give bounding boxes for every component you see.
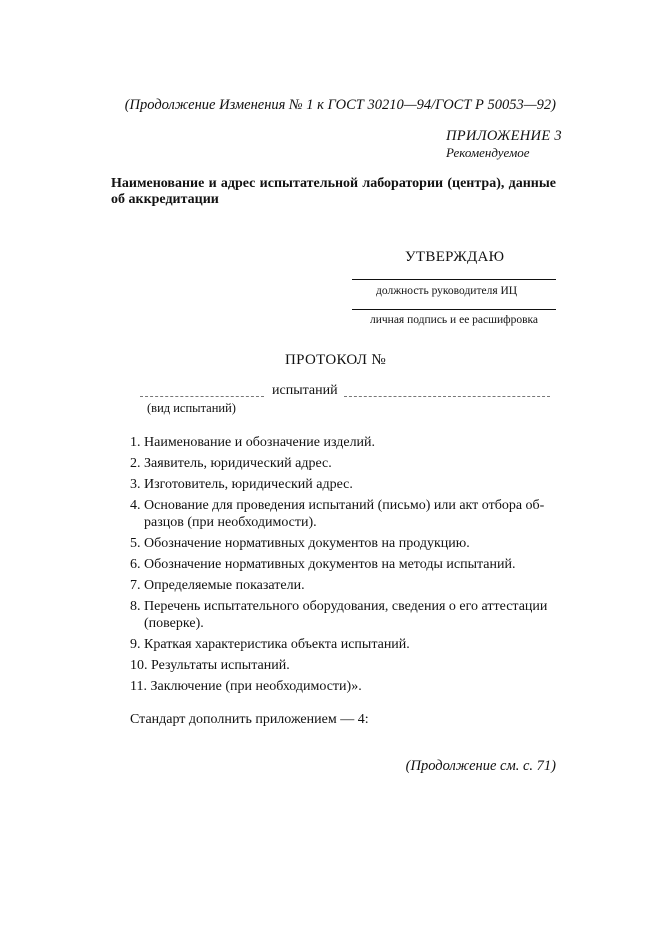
list-item: 7. Определяемые показатели. [130, 578, 305, 593]
list-item: 2. Заявитель, юридический адрес. [130, 456, 332, 471]
continuation-header: (Продолжение Изменения № 1 к ГОСТ 30210—94/ГОСТ Р 50053—92) [124, 97, 556, 113]
list-item: 3. Изготовитель, юридический адрес. [130, 477, 353, 492]
position-line [352, 279, 556, 280]
list-item: 9. Краткая характеристика объекта испытаний. [130, 637, 410, 652]
position-caption: должность руководителя ИЦ [376, 285, 518, 297]
approval-title: УТВЕРЖДАЮ [405, 249, 505, 265]
appendix-status: Рекомендуемое [446, 145, 530, 160]
signature-line [352, 309, 556, 310]
signature-caption: личная подпись и ее расшифровка [370, 314, 539, 326]
test-type-line-right [344, 396, 550, 397]
test-type-caption: (вид испытаний) [147, 401, 236, 415]
continuation-footer: (Продолжение см. с. 71) [405, 758, 556, 774]
list-item: 8. Перечень испытательного оборудования, сведения о его аттестации (поверке). [130, 599, 548, 631]
list-item: 5. Обозначение нормативных документов на продукцию. [130, 536, 470, 551]
list-item: 6. Обозначение нормативных документов на методы испытаний. [130, 557, 516, 572]
list-item: 4. Основание для проведения испытаний (письмо) или акт отбора об- разцов (при необходимости). [130, 498, 545, 530]
appendix-label: ПРИЛОЖЕНИЕ 3 [446, 128, 562, 144]
list-item: 11. Заключение (при необходимости)». [130, 679, 362, 694]
supplement-text: Стандарт дополнить приложением — 4: [130, 712, 369, 727]
lab-title: Наименование и адрес испытательной лаборатории (центра), данные об аккредитации [111, 176, 556, 207]
test-type-line-left [140, 396, 264, 397]
list-item: 10. Результаты испытаний. [130, 658, 290, 673]
tests-word: испытаний [272, 383, 338, 398]
list-item: 1. Наименование и обозначение изделий. [130, 435, 376, 450]
protocol-title: ПРОТОКОЛ № [285, 352, 386, 368]
protocol-items [130, 434, 560, 699]
